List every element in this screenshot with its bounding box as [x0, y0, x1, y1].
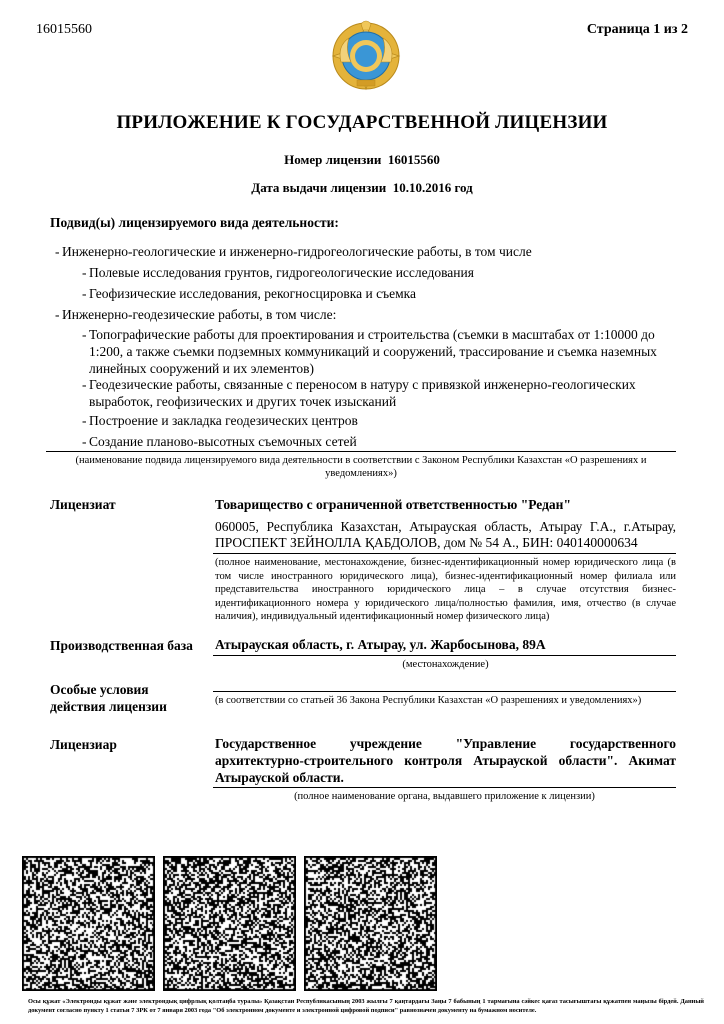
license-date-value: 10.10.2016 год — [392, 180, 473, 195]
licensee-note: (полное наименование, местонахождение, бизнес-идентификационный номер юридического лица (в том числе иностранного юридического лица), бизнес-идентификационный номер филиала или представительства иностранного юридического лица – в случае отсутствия бизнес-идентификационного номера у юридического лица/полностью фамилия, имя, отчество (в случае наличия), индивидуальный идентификационный номер физического лица) — [215, 557, 676, 622]
state-emblem-icon — [331, 18, 401, 92]
production-base-value: Атырауская область, г. Атырау, ул. Жарбосынова, 89А — [215, 637, 546, 652]
subtype-item: - Геодезические работы, связанные с переносом в натуру с привязкой инженерно-геологических выработок, геофизических и других точек изысканий — [82, 377, 636, 409]
licensee-address-line2: ПРОСПЕКТ ЗЕЙНОЛЛА ҚАБДОЛОВ, дом № 54 А., БИН: 040140000634 — [215, 535, 638, 550]
subtype-item-text: Инженерно-геологические и инженерно-гидрогеологические работы, в том числе — [62, 244, 532, 259]
production-base-label: Производственная база — [50, 638, 193, 653]
licensor-note: (полное наименование органа, выдавшего приложение к лицензии) — [294, 791, 595, 802]
subtype-item: - Инженерно-геологические и инженерно-гидрогеологические работы, в том числе — [55, 244, 532, 259]
subtype-item: - Полевые исследования грунтов, гидрогеологические исследования — [82, 265, 474, 280]
document-number: 16015560 — [36, 22, 92, 37]
license-number-line — [0, 152, 724, 168]
divider — [46, 451, 676, 452]
special-conditions-label-line2: действия лицензии — [50, 699, 167, 714]
qr-code-icon — [304, 856, 437, 991]
document-title: ПРИЛОЖЕНИЕ К ГОСУДАРСТВЕННОЙ ЛИЦЕНЗИИ — [116, 112, 608, 133]
subtype-item-text: Инженерно-геодезические работы, в том числе: — [62, 307, 337, 322]
licensee-label: Лицензиат — [50, 497, 116, 512]
divider — [213, 655, 676, 656]
subtype-item-text: Создание планово-высотных съемочных сетей — [89, 434, 357, 449]
subtypes-heading: Подвид(ы) лицензируемого вида деятельности: — [50, 215, 339, 230]
subtype-item-text: Топографические работы для проектирования и строительства (съемки в масштабах от 1:10000 до 1:200, а также съемки подземных коммуникаций и сооружений, трассирование и съемка наземных линейных сооружений и их элементов) — [89, 327, 657, 376]
subtype-item-text: Геофизические исследования, рекогносцировка и съемка — [89, 286, 416, 301]
divider — [213, 691, 676, 692]
divider — [213, 553, 676, 554]
special-conditions-label-line1: Особые условия — [50, 682, 149, 697]
subtype-item: - Геофизические исследования, рекогносцировка и съемка — [82, 286, 416, 301]
subtype-item: - Создание планово-высотных съемочных сетей — [82, 434, 357, 449]
license-date-label: Дата выдачи лицензии — [251, 180, 387, 195]
special-conditions-note: (в соответствии со статьей 36 Закона Республики Казахстан «О разрешениях и уведомлениях») — [215, 695, 642, 706]
production-base-note: (местонахождение) — [402, 659, 489, 670]
page-indicator: Страница 1 из 2 — [586, 22, 688, 37]
subtype-item-text: Полевые исследования грунтов, гидрогеологические исследования — [89, 265, 474, 280]
subtype-item: - Топографические работы для проектирования и строительства (съемки в масштабах от 1:10000 до 1:200, а также съемки подземных коммуникаций и сооружений, трассирование и съемка наземных линейных сооружений и их элементов) — [82, 327, 657, 376]
footer-legal-note: Осы құжат «Электронды құжат және электрондық цифрлық қолтаңба туралы» Қазақстан Республикасының 2003 жылғы 7 қаңтардағы Заңы 7 бабының 1 тармағына сәйкес қағаз тасығыштағы құжатпен маңызы бірдей. Данный документ согласно пункту 1 статьи 7 ЗРК от 7 января 2003 года "Об электронном документе и электронной цифровой подписи" равнозначен документу на бумажном носителе. — [28, 998, 704, 1014]
license-number-label: Номер лицензии — [284, 152, 382, 167]
qr-code-row — [22, 856, 442, 991]
license-number-value: 16015560 — [387, 152, 440, 167]
subtype-item: - Инженерно-геодезические работы, в том числе: — [55, 307, 337, 322]
qr-code-icon — [163, 856, 296, 991]
subtype-item: - Построение и закладка геодезических центров — [82, 413, 358, 428]
licensor-label: Лицензиар — [50, 737, 117, 752]
divider — [213, 787, 676, 788]
qr-code-icon — [22, 856, 155, 991]
subtype-item-text: Геодезические работы, связанные с переносом в натуру с привязкой инженерно-геологических выработок, геофизических и других точек изысканий — [89, 377, 636, 409]
subtype-item-text: Построение и закладка геодезических центров — [89, 413, 358, 428]
licensee-address-line1: 060005, Республика Казахстан, Атырауская область, Атырау Г.А., г.Атырау, — [215, 519, 676, 534]
licensee-name: Товарищество с ограниченной ответственностью "Редан" — [215, 497, 571, 512]
licensor-value: Государственное учреждение "Управление государственного архитектурно-строительного контроля Атырауской области". Акимат Атырауской области. — [215, 736, 676, 785]
license-date-line — [0, 180, 724, 196]
subtypes-note: (наименование подвида лицензируемого вида деятельности в соответствии с Законом Республики Казахстан «О разрешениях и уведомлениях») — [75, 455, 647, 479]
